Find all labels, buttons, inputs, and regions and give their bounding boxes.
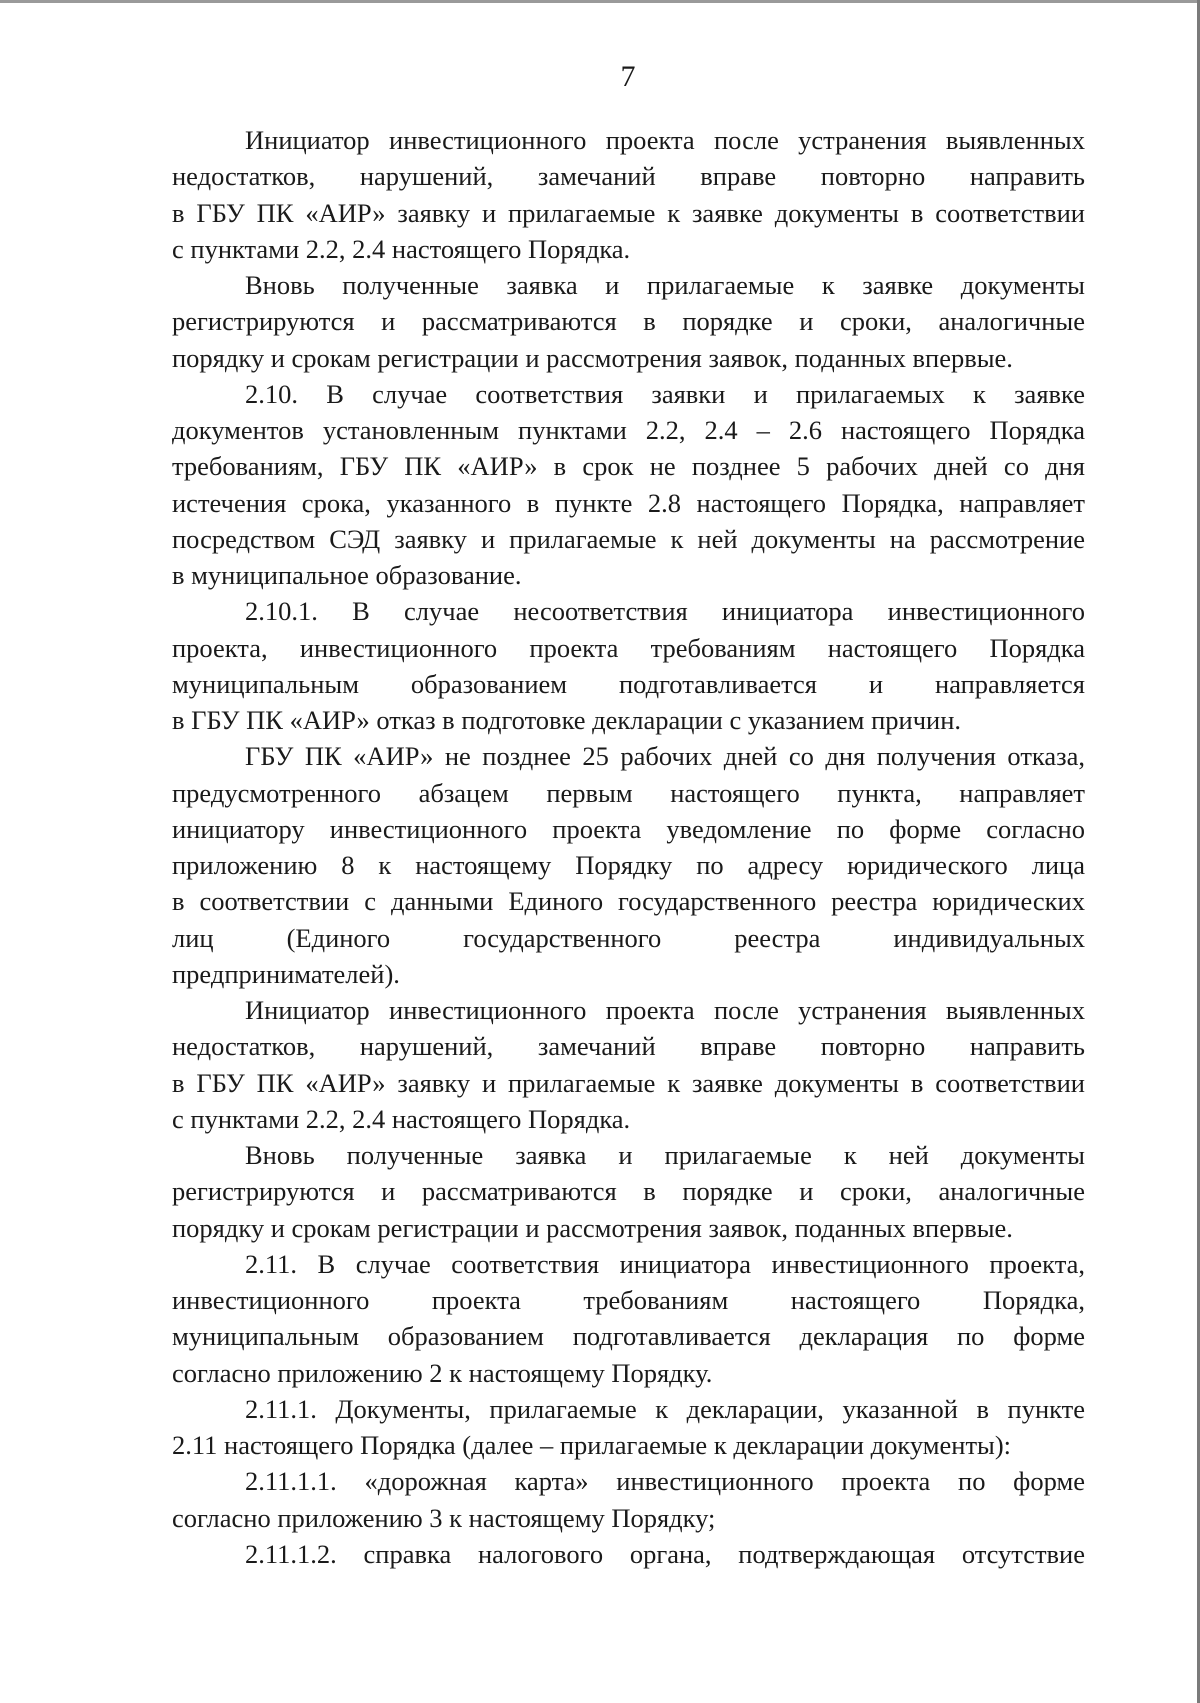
paragraph bbox=[172, 376, 1085, 594]
text-line: муниципальным образованием подготавливается и направляется bbox=[172, 668, 1085, 699]
paragraph bbox=[172, 1137, 1085, 1246]
text-line: проекта, инвестиционного проекта требованиям настоящего Порядка bbox=[172, 632, 1085, 663]
text-line: согласно приложению 2 к настоящему Порядку. bbox=[172, 1357, 713, 1388]
text-line: ГБУ ПК «АИР» не позднее 25 рабочих дней со дня получения отказа, bbox=[245, 741, 1085, 772]
text-line: в соответствии с данными Единого государственного реестра юридических bbox=[172, 886, 1085, 917]
paragraph bbox=[172, 267, 1085, 376]
document-body bbox=[172, 122, 1085, 1572]
paragraph bbox=[172, 1391, 1085, 1464]
paragraph bbox=[172, 992, 1085, 1137]
page-number: 7 bbox=[620, 60, 636, 93]
text-line: 2.11 настоящего Порядка (далее – прилагаемые к декларации документы): bbox=[172, 1430, 1012, 1460]
page-edge-top bbox=[0, 0, 1200, 3]
text-line: Вновь полученные заявка и прилагаемые к ней документы bbox=[245, 1140, 1085, 1170]
text-line: в ГБУ ПК «АИР» отказ в подготовке декларации с указанием причин. bbox=[172, 705, 962, 735]
text-line: 2.10. В случае соответствия заявки и прилагаемых к заявке bbox=[245, 378, 1085, 409]
text-line: требованиям, ГБУ ПК «АИР» в срок не позднее 5 рабочих дней со дня bbox=[172, 451, 1085, 482]
text-line: муниципальным образованием подготавливается декларация по форме bbox=[172, 1321, 1085, 1352]
text-line: в ГБУ ПК «АИР» заявку и прилагаемые к заявке документы в соответствии bbox=[172, 1067, 1085, 1098]
text-line: предпринимателей). bbox=[172, 958, 400, 989]
text-line: 2.11.1. Документы, прилагаемые к декларации, указанной в пункте bbox=[245, 1393, 1085, 1424]
text-line: истечения срока, указанного в пункте 2.8 настоящего Порядка, направляет bbox=[172, 487, 1085, 518]
text-line: 2.11.1.1. «дорожная карта» инвестиционного проекта по форме bbox=[245, 1466, 1085, 1497]
text-line: в муниципальное образование. bbox=[172, 560, 522, 590]
text-line: порядку и срокам регистрации и рассмотрения заявок, поданных впервые. bbox=[172, 342, 1013, 373]
text-line: недостатков, нарушений, замечаний вправе повторно направить bbox=[172, 161, 1085, 192]
text-line: с пунктами 2.2, 2.4 настоящего Порядка. bbox=[172, 1103, 631, 1134]
text-line: регистрируются и рассматриваются в порядке и сроки, аналогичные bbox=[172, 1176, 1085, 1207]
text-line: Вновь полученные заявка и прилагаемые к заявке документы bbox=[245, 270, 1085, 300]
text-line: Инициатор инвестиционного проекта после устранения выявленных bbox=[245, 125, 1085, 155]
text-line: Инициатор инвестиционного проекта после устранения выявленных bbox=[245, 995, 1085, 1025]
paragraph bbox=[172, 1463, 1085, 1536]
text-line: недостатков, нарушений, замечаний вправе повторно направить bbox=[172, 1031, 1085, 1062]
text-line: в ГБУ ПК «АИР» заявку и прилагаемые к заявке документы в соответствии bbox=[172, 197, 1085, 228]
text-line: предусмотренного абзацем первым настоящего пункта, направляет bbox=[172, 777, 1085, 808]
paragraph bbox=[172, 1536, 1085, 1572]
text-line: регистрируются и рассматриваются в порядке и сроки, аналогичные bbox=[172, 306, 1085, 337]
text-line: инвестиционного проекта требованиям настоящего Порядка, bbox=[172, 1285, 1085, 1315]
text-line: документов установленным пунктами 2.2, 2.4 – 2.6 настоящего Порядка bbox=[172, 415, 1085, 445]
text-line: приложению 8 к настоящему Порядку по адресу юридического лица bbox=[172, 850, 1085, 880]
text-line: согласно приложению 3 к настоящему Порядку; bbox=[172, 1502, 716, 1533]
text-line: 2.11.1.2. справка налогового органа, подтверждающая отсутствие bbox=[245, 1538, 1085, 1569]
text-line: порядку и срокам регистрации и рассмотрения заявок, поданных впервые. bbox=[172, 1212, 1013, 1243]
text-line: 2.10.1. В случае несоответствия инициатора инвестиционного bbox=[245, 596, 1085, 627]
text-line: 2.11. В случае соответствия инициатора инвестиционного проекта, bbox=[245, 1248, 1085, 1279]
text-line: инициатору инвестиционного проекта уведомление по форме согласно bbox=[172, 813, 1085, 844]
paragraph bbox=[172, 738, 1085, 992]
text-line: посредством СЭД заявку и прилагаемые к ней документы на рассмотрение bbox=[172, 523, 1085, 554]
paragraph bbox=[172, 593, 1085, 738]
paragraph bbox=[172, 122, 1085, 267]
paragraph bbox=[172, 1246, 1085, 1391]
text-line: с пунктами 2.2, 2.4 настоящего Порядка. bbox=[172, 233, 631, 264]
text-line: лиц (Единого государственного реестра индивидуальных bbox=[172, 922, 1085, 953]
